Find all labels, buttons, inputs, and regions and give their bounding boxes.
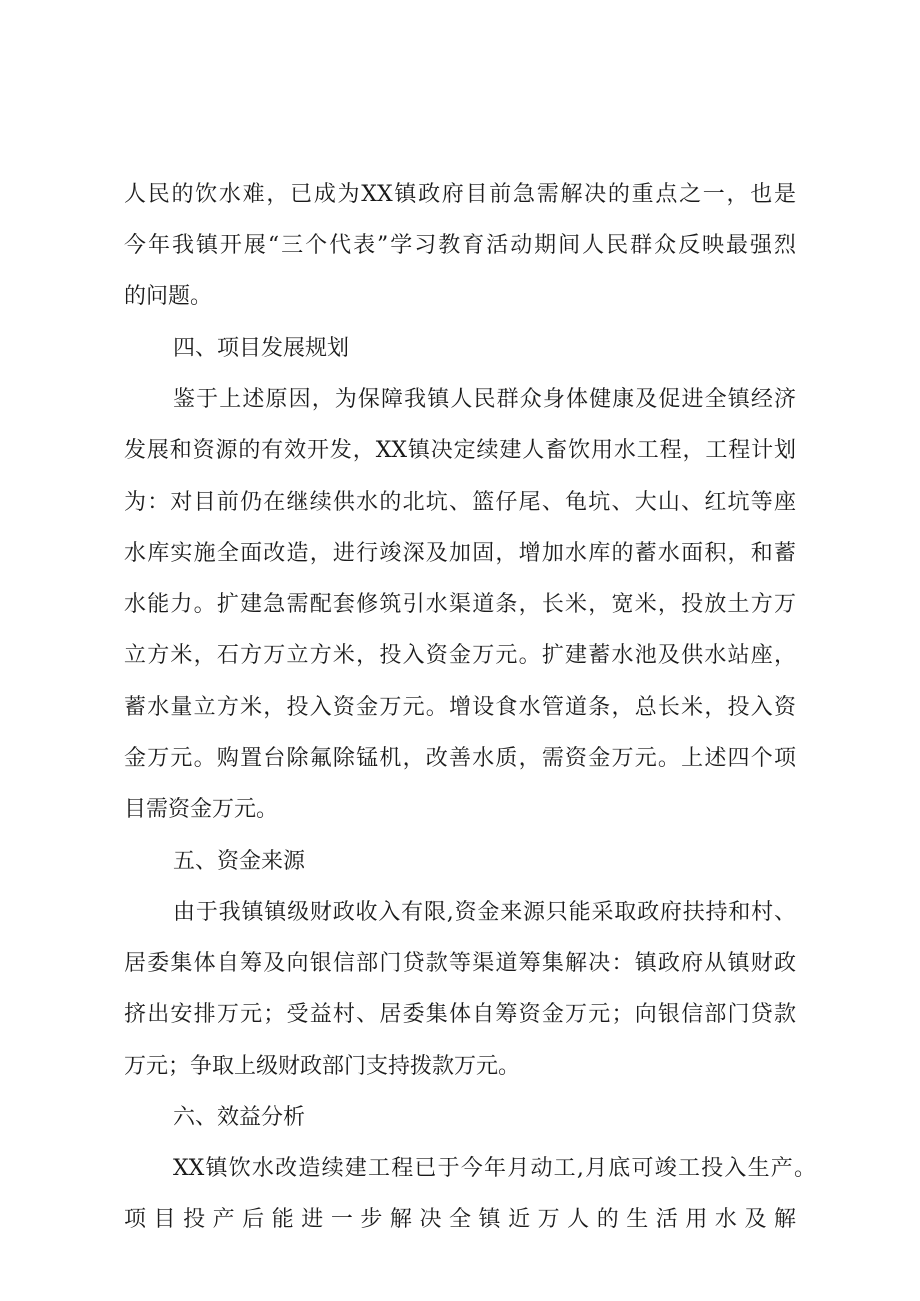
paragraph-line: 项目投产后能进一步解决全镇近万人的生活用水及解 [124,1207,796,1232]
paragraph-line: 立方米，石方万立方米，投入资金万元。扩建蓄水池及供水站座， [124,643,796,668]
paragraph-line: 蓄水量立方米，投入资金万元。增设食水管道条，总长米，投入资 [124,695,796,720]
paragraph-line: 人民的饮水难，已成为XX镇政府目前急需解决的重点之一，也是 [124,182,796,207]
paragraph-line: 居委集体自筹及向银信部门贷款等渠道筹集解决：镇政府从镇财政 [124,951,796,976]
paragraph-line: 金万元。购置台除氟除锰机，改善水质，需资金万元。上述四个项 [124,746,796,771]
paragraph-line: 由于我镇镇级财政收入有限,资金来源只能采取政府扶持和村、 [173,900,796,925]
paragraph-line: 目需资金万元。 [124,797,279,822]
paragraph-line: 鉴于上述原因，为保障我镇人民群众身体健康及促进全镇经济 [173,387,796,412]
paragraph-line: XX镇饮水改造续建工程已于今年月动工,月底可竣工投入生产。 [173,1156,816,1181]
paragraph-line: 水能力。扩建急需配套修筑引水渠道条，长米，宽米，投放土方万 [124,592,796,617]
paragraph-line: 今年我镇开展“三个代表”学习教育活动期间人民群众反映最强烈 [124,233,796,258]
paragraph-line: 的问题。 [124,284,213,309]
paragraph-line: 万元；争取上级财政部门支持拨款万元。 [124,1054,521,1079]
paragraph-line: 发展和资源的有效开发，XX镇决定续建人畜饮用水工程，工程计划 [124,438,796,463]
paragraph-line: 水库实施全面改造，进行竣深及加固，增加水库的蓄水面积，和蓄 [124,541,796,566]
paragraph-line: 挤出安排万元；受益村、居委集体自筹资金万元；向银信部门贷款 [124,1002,796,1027]
paragraph-line: 为：对目前仍在继续供水的北坑、篮仔尾、龟坑、大山、红坑等座 [124,490,796,515]
section-heading: 五、资金来源 [173,849,306,874]
section-heading: 四、项目发展规划 [173,336,350,361]
section-heading: 六、效益分析 [173,1105,306,1130]
